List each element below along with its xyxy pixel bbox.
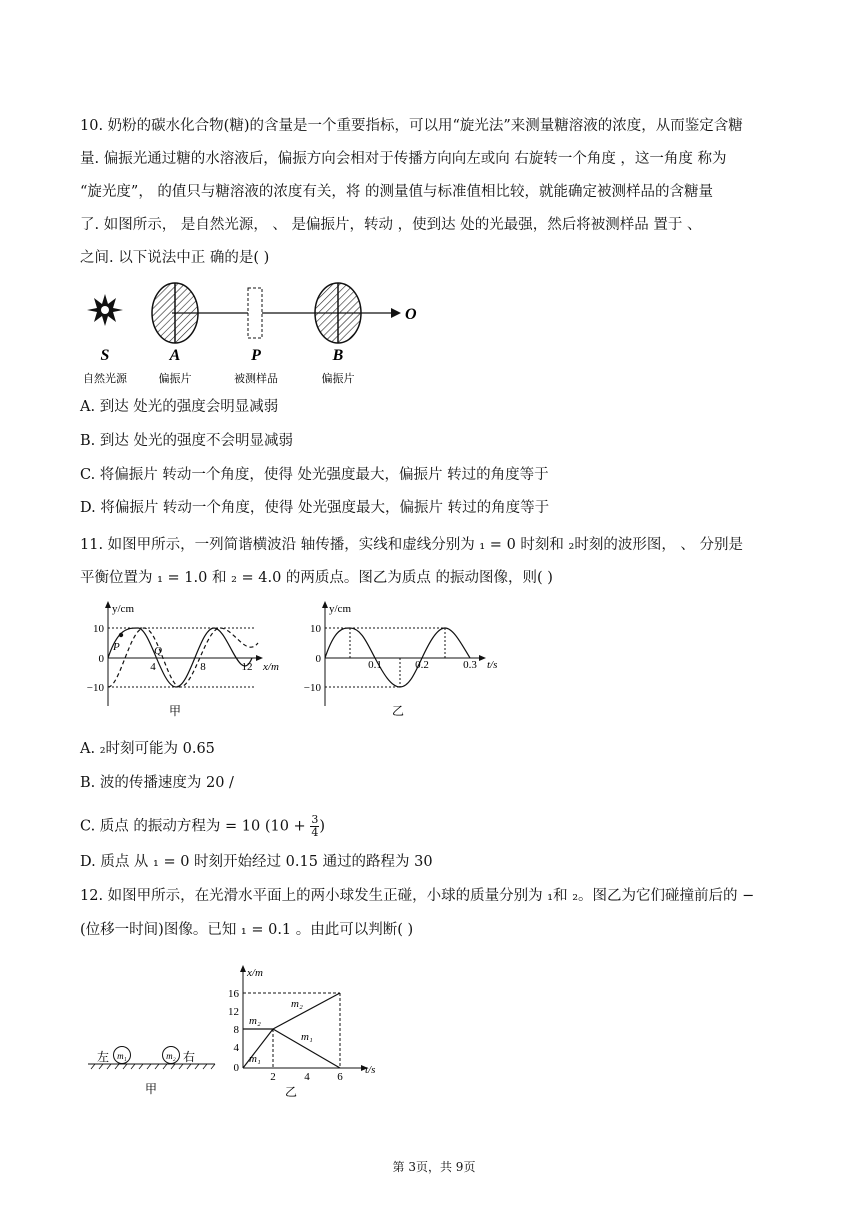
xt-ytick-8: 8: [233, 1024, 239, 1036]
jia-ylabel: y/cm: [112, 603, 134, 615]
polarizer-figure: [75, 280, 435, 390]
fraction-den: 4: [311, 826, 319, 839]
xt-ytick-12: 12: [228, 1006, 239, 1018]
q11-option-a: A. ₂时刻可能为 0.65: [80, 741, 215, 757]
q11-option-c-text: C. 质点 的振动方程为 = 10 (10 +: [80, 818, 311, 835]
label-p: P: [251, 347, 261, 364]
sun-icon: [87, 294, 123, 326]
jia-caption: 甲: [168, 704, 182, 718]
polarizer-b-icon: [315, 283, 361, 343]
yi-xtick-03: 0.3: [463, 659, 477, 671]
collision-figure-jia: [85, 1035, 225, 1100]
ball-m2-label: m₂: [166, 1051, 176, 1061]
arrow-head-icon: [391, 308, 401, 318]
q12-line-1: 12. 如图甲所示，在光滑水平面上的两小球发生正碰，小球的质量分别为 ₁和 ₂。图乙为它们碰撞前后的 −: [80, 888, 755, 904]
left-label: 左: [97, 1050, 110, 1064]
caption-sample: 被测样品: [234, 373, 278, 385]
wave-graph-jia: [80, 598, 290, 723]
label-a: A: [169, 347, 181, 364]
sample-box: [248, 288, 262, 338]
q11-line-2: 平衡位置为 ₁ = 1.0 和 ₂ = 4.0 的两质点。图乙为质点 的振动图像，则( ): [80, 570, 553, 586]
q10-option-c: C. 将偏振片 转动一个角度，使得 处光强度最大，偏振片 转过的角度等于: [80, 467, 549, 483]
xt-graph-yi: [225, 962, 390, 1102]
jia-ytick-0: 0: [98, 653, 104, 665]
jia-ytick-10: 10: [93, 623, 104, 635]
q11-line-1: 11. 如图甲所示，一列简谐横波沿 轴传播，实线和虚线分别为 ₁ = 0 时刻和 ₂时刻的波形图， 、 分别是: [80, 537, 744, 553]
q10-line-1: 10. 奶粉的碳水化合物(糖)的含量是一个重要指标，可以用“旋光法”来测量糖溶液的浓度，从而鉴定含糖: [80, 118, 743, 134]
jia-xtick-4: 4: [150, 661, 156, 673]
point-q-label: Q: [154, 645, 162, 657]
point-p-label: P: [113, 641, 120, 653]
yi-xtick-01: 0.1: [368, 659, 382, 671]
q10-option-b: B. 到达 处光的强度不会明显减弱: [80, 433, 293, 449]
yi-xlabel: t/s: [487, 659, 498, 671]
xt-xtick-2: 2: [270, 1071, 276, 1083]
xt-xtick-6: 6: [337, 1071, 343, 1083]
q11-option-c-close: ): [319, 818, 325, 835]
jia-xtick-8: 8: [200, 661, 206, 673]
label-o: O: [405, 306, 417, 323]
label-b: B: [332, 347, 344, 364]
xt-caption: 乙: [284, 1085, 298, 1099]
yi-xtick-02: 0.2: [415, 659, 429, 671]
jia-xlabel: x/m: [263, 661, 279, 673]
fraction: [310, 814, 319, 839]
caption-polarizer-b: 偏振片: [321, 373, 355, 385]
right-label: 右: [183, 1050, 196, 1064]
q11-option-d: D. 质点 从 ₁ = 0 时刻开始经过 0.15 通过的路程为 30: [80, 854, 433, 870]
polarizer-a-icon: [152, 283, 198, 343]
fraction-num: 3: [311, 813, 319, 826]
m2-after: [273, 993, 340, 1029]
yi-ytick-0: 0: [315, 653, 321, 665]
xt-ytick-4: 4: [233, 1042, 239, 1054]
caption-polarizer-a: 偏振片: [158, 373, 192, 385]
q10-line-2: 量. 偏振光通过糖的水溶液后，偏振方向会相对于传播方向向左或向 右旋转一个角度 ，这一角度 称为: [80, 151, 727, 167]
jia-ytick-neg10: −10: [86, 682, 104, 694]
xt-ytick-16: 16: [228, 988, 239, 1000]
q10-line-3: “旋光度”， 的值只与糖溶液的浓度有关，将 的测量值与标准值相比较，就能确定被测样品的含糖量: [80, 184, 714, 200]
page-footer: 第 3页，共 9页: [392, 1160, 476, 1174]
q10-option-a: A. 到达 处光的强度会明显减弱: [80, 399, 279, 415]
jia-caption-12: 甲: [144, 1082, 158, 1096]
yi-ylabel: y/cm: [329, 603, 351, 615]
xt-xtick-4: 4: [304, 1071, 310, 1083]
xt-xlabel: t/s: [365, 1064, 376, 1076]
q11-option-c: [80, 814, 325, 839]
xt-ylabel: x/m: [247, 967, 263, 979]
q11-option-b: B. 波的传播速度为 20 /: [80, 775, 234, 791]
q10-line-5: 之间. 以下说法中正 确的是( ): [80, 250, 270, 266]
m1-before-label: m₁: [249, 1053, 261, 1065]
yi-caption: 乙: [391, 704, 405, 718]
yi-ytick-neg10: −10: [303, 682, 321, 694]
caption-source: 自然光源: [83, 373, 127, 385]
yi-ytick-10: 10: [310, 623, 321, 635]
m1-after-label: m₁: [301, 1031, 313, 1043]
label-s: S: [100, 347, 110, 364]
ball-m1-label: m₁: [117, 1051, 127, 1061]
xt-ytick-0: 0: [233, 1062, 239, 1074]
q12-line-2: (位移一时间)图像。已知 ₁ = 0.1 。由此可以判断( ): [80, 922, 414, 938]
q10-option-d: D. 将偏振片 转动一个角度，使得 处光强度最大，偏振片 转过的角度等于: [80, 500, 550, 516]
q10-line-4: 了. 如图所示， 是自然光源， 、 是偏振片，转动 ，使到达 处的光最强，然后将被测样品 置于 、: [80, 217, 702, 233]
m2-before-label: m₂: [249, 1015, 261, 1027]
jia-xtick-12: 12: [241, 661, 253, 673]
m2-after-label: m₂: [291, 998, 303, 1010]
vibration-graph-yi: [295, 598, 510, 723]
